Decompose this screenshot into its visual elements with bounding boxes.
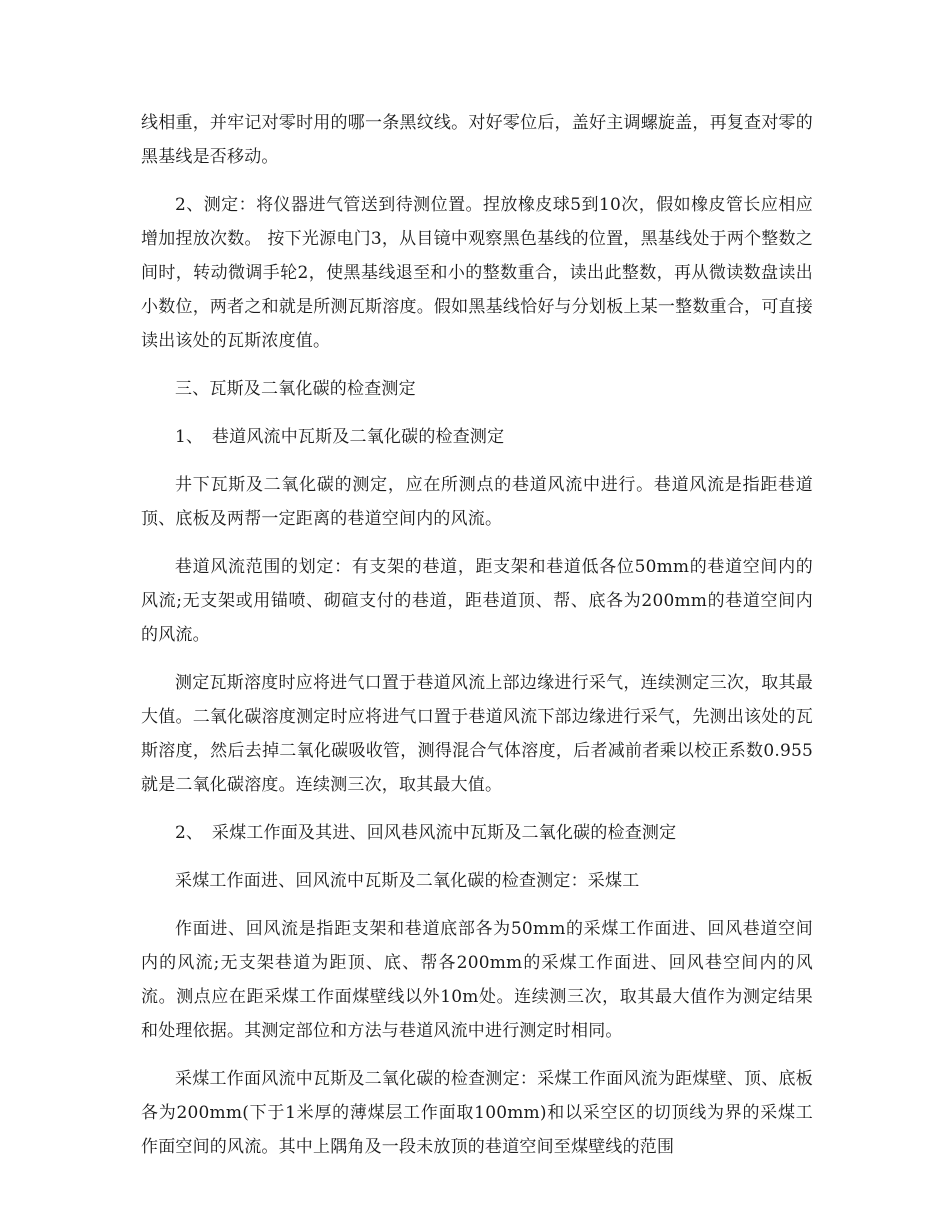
subsection-heading-coal-face-airflow: 2、 采煤工作面及其进、回风巷风流中瓦斯及二氧化碳的检查测定 [175, 823, 677, 843]
paragraph-measurement-step: 2、测定：将仪器进气管送到待测位置。捏放橡皮球5到10次，假如橡皮管长应相应增加捏放次数。 按下光源电门3，从目镜中观察黑色基线的位置，黑基线处于两个整数之间时，转动微调手轮2，使黑基线退至和小的整数重合，读出此整数，再从微读数盘读出小数位，两者之和就是所测瓦斯溶度。假如黑基线恰好与分划板上某一整数重合，可直接读出该处的瓦斯浓度值。 [141, 195, 813, 351]
paragraph-zero-calibration-end: 线相重，并牢记对零时用的哪一条黑纹线。对好零位后，盖好主调螺旋盖，再复查对零的黑基线是否移动。 [141, 113, 813, 167]
subsection-heading-roadway-airflow: 1、 巷道风流中瓦斯及二氧化碳的检查测定 [175, 427, 505, 447]
paragraph-coal-face-airflow-inspection: 采煤工作面风流中瓦斯及二氧化碳的检查测定：采煤工作面风流为距煤壁、顶、底板各为200mm(下于1米厚的薄煤层工作面取100mm)和以采空区的切顶线为界的采煤工作面空间的风流。其中上隅角及一段未放顶的巷道空间至煤壁线的范围 [141, 1069, 813, 1157]
paragraph-roadway-airflow-range: 巷道风流范围的划定：有支架的巷道，距支架和巷道低各位50mm的巷道空间内的风流;无支架或用锚喷、砌碹支付的巷道，距巷道顶、帮、底各为200mm的巷道空间内的风流。 [141, 557, 813, 645]
paragraph-coal-face-intake-return-detail: 作面进、回风流是指距支架和巷道底部各为50mm的采煤工作面进、回风巷道空间内的风流;无支架巷道为距顶、底、帮各200mm的采煤工作面进、回风巷空间内的风流。测点应在距采煤工作面煤壁线以外10m处。连续测三次，取其最大值作为测定结果和处理依据。其测定部位和方法与巷道风流中进行测定时相同。 [141, 919, 813, 1041]
section-heading-gas-co2-inspection: 三、瓦斯及二氧化碳的检查测定 [175, 379, 416, 399]
paragraph-concentration-measurement: 测定瓦斯溶度时应将进气口置于巷道风流上部边缘进行采气，连续测定三次，取其最大值。二氧化碳溶度测定时应将进气口置于巷道风流下部边缘进行采气，先测出该处的瓦斯溶度，然后去掉二氧化碳吸收管，测得混合气体溶度，后者减前者乘以校正系数0.955就是二氧化碳溶度。连续测三次，取其最大值。 [141, 673, 813, 795]
document-body [141, 106, 813, 1178]
paragraph-coal-face-intake-return: 采煤工作面进、回风流中瓦斯及二氧化碳的检查测定：采煤工 [175, 871, 640, 891]
paragraph-roadway-airflow-definition: 井下瓦斯及二氧化碳的测定，应在所测点的巷道风流中进行。巷道风流是指距巷道顶、底板及两帮一定距离的巷道空间内的风流。 [141, 475, 813, 529]
